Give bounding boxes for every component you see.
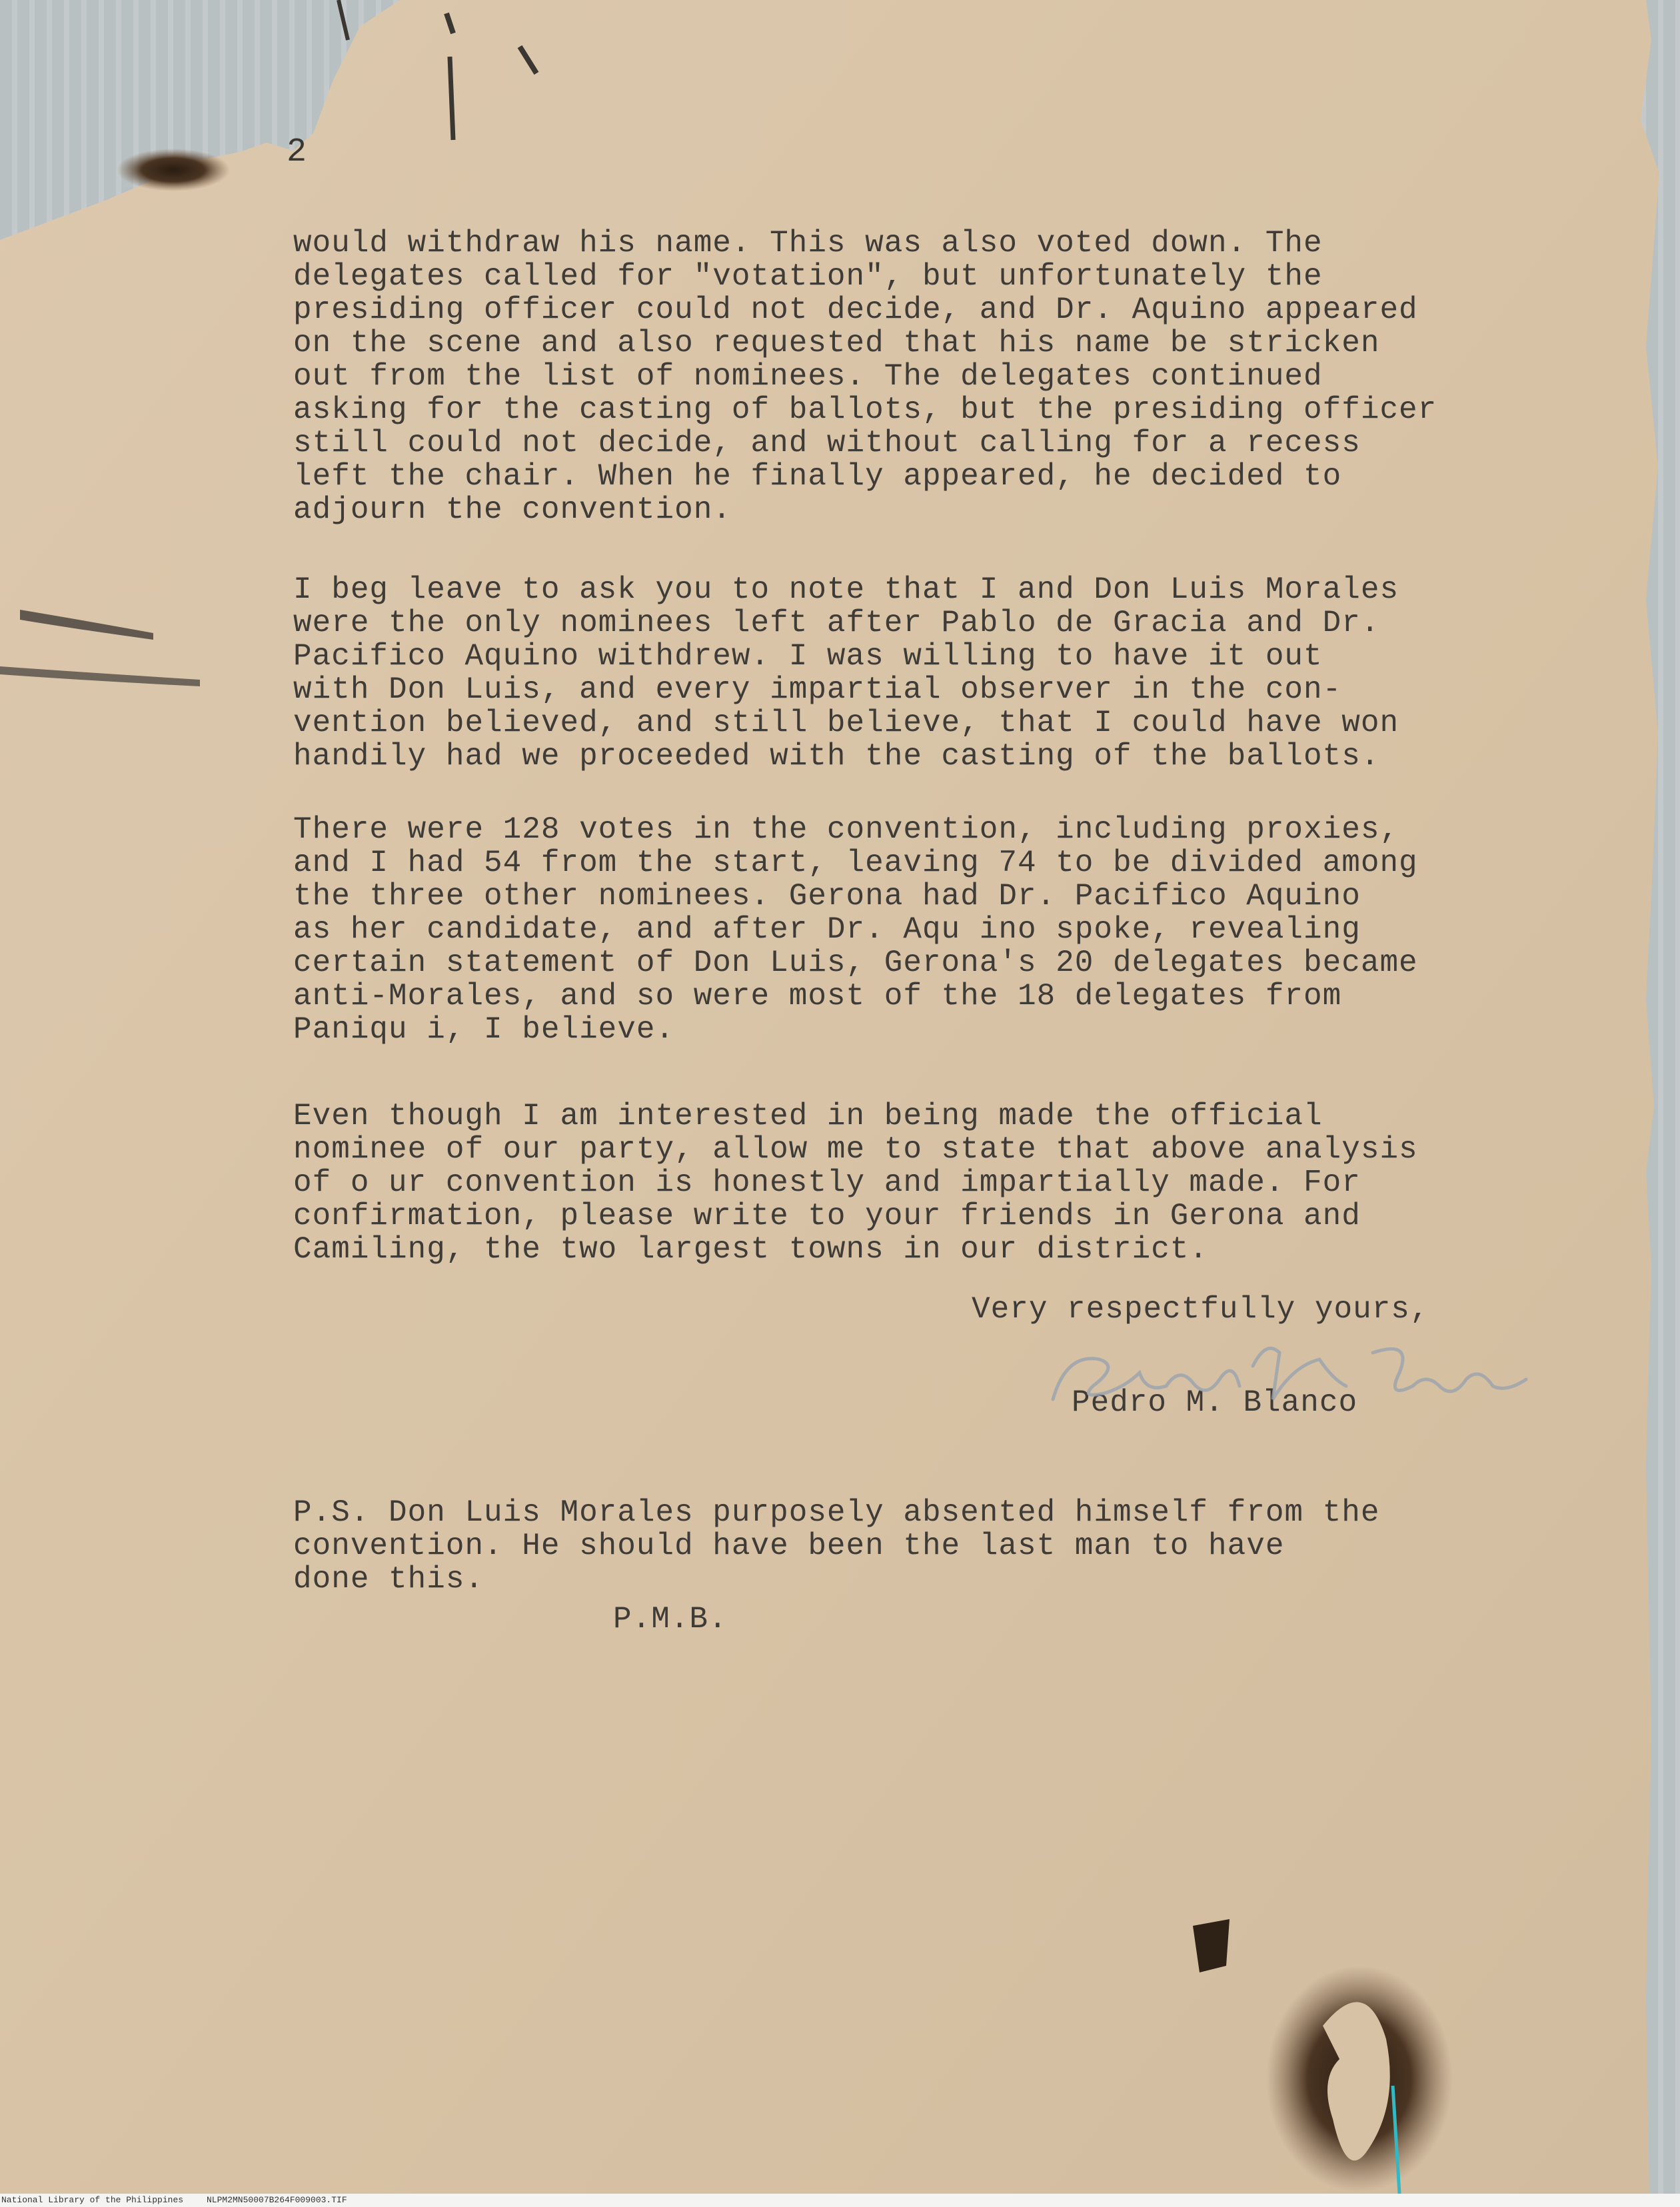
footer-library: National Library of the Philippines (1, 2195, 184, 2205)
closing-salutation: Very respectfully yours, (972, 1292, 1429, 1327)
paragraph-3: There were 128 votes in the convention, including proxies, and I had 54 from the start, leaving 74 to be divided among the three other nominees. Gerona had Dr. Pacifico Aquino as her candidate, and after Dr. Aqu ino spoke, revealing certain statement of Don Luis, Gerona's 20 delegates became anti-Morales, and so were most of the 18 delegates from Paniqu i, I believe. (293, 812, 1418, 1047)
footer-filename: NLPM2MN50007B264F009003.TIF (207, 2195, 347, 2205)
ink-stroke-1 (339, 0, 348, 40)
postscript-initials: P.M.B. (613, 1602, 728, 1637)
paragraph-4: Even though I am interested in being made the official nominee of our party, allow me to state that above analysis of o ur convention is honestly and impartially made. For confirmation, please write to your friends in Gerona and Camiling, the two largest towns in our district. (293, 1099, 1418, 1267)
burn-mark-top (117, 149, 230, 191)
handwritten-signature (1040, 1326, 1546, 1419)
postscript: P.S. Don Luis Morales purposely absented himself from the convention. He should have been the last man to have done this. (293, 1495, 1380, 1597)
scan-footer (0, 2194, 1680, 2207)
paragraph-1: would withdraw his name. This was also voted down. The delegates called for "votation", but unfortunately the presiding officer could not decide, and Dr. Aquino appeared on the scene and also requested that his name be stricken out from the list of nominees. The delegates continued asking for the casting of ballots, but the presiding officer still could not decide, and without calling for a recess left the chair. When he finally appeared, he decided to adjourn the convention. (293, 226, 1437, 527)
ink-stroke-2 (450, 57, 453, 140)
typed-name: Pedro M. Blanco (1072, 1385, 1358, 1420)
paragraph-2: I beg leave to ask you to note that I and Don Luis Morales were the only nominees left after Pablo de Gracia and Dr. Pacifico Aquino withdrew. I was willing to have it out with Don Luis, and every impartial observer in the con- vention believed, and still believe, that I could have won handily had we proceeded with the casting of the ballots. (293, 572, 1399, 774)
page-number: 2 (287, 133, 307, 171)
